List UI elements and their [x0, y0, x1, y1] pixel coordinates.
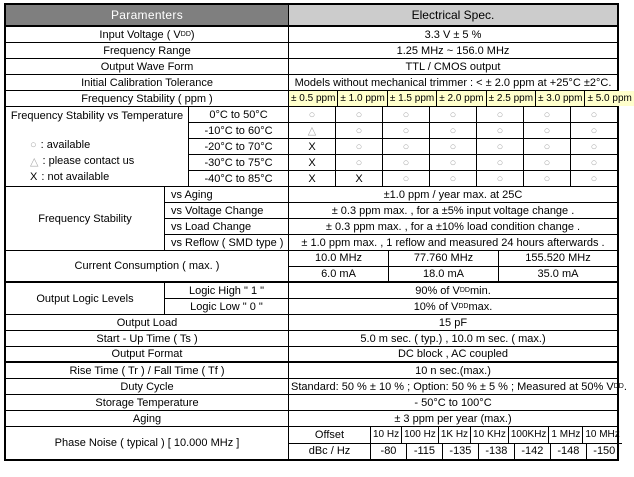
dbc-hz-label: dBc / Hz	[289, 444, 371, 460]
availability-cell: ○	[430, 171, 477, 186]
ppm-column-header: ± 2.5 ppm	[487, 91, 536, 106]
availability-cell: ○	[590, 172, 598, 185]
offset-frequency: 100 Hz	[402, 427, 439, 443]
label-text: )	[190, 28, 195, 41]
row-frequency-range	[6, 43, 617, 59]
output-load-label: Output Load	[6, 315, 289, 330]
current-cell: 18.0 mA	[389, 267, 499, 282]
temperature-range: -40°C to 85°C	[189, 171, 289, 186]
availability-cell: ○	[477, 155, 524, 170]
legend-label: : available	[40, 139, 91, 151]
temperature-row	[189, 107, 617, 123]
offset-frequency: 10 KHz	[471, 427, 509, 443]
availability-cell: ○	[524, 155, 571, 170]
availability-cell: X	[289, 171, 336, 186]
value-text: 10% of V	[413, 300, 459, 313]
row-startup-time	[6, 331, 617, 347]
phase-noise-value: -142	[515, 444, 551, 460]
availability-cell: ○	[383, 107, 430, 122]
phase-noise-rows	[289, 427, 622, 459]
availability-cell: X	[336, 171, 383, 186]
availability-cell: ○	[590, 140, 598, 153]
stability-sub-value: ± 0.3 ppm max. , for a ±5% input voltage change .	[331, 204, 575, 217]
offset-frequency: 10 Hz	[371, 427, 402, 443]
frequency-stability-label-cell: Frequency Stability	[6, 187, 165, 250]
legend-not-available	[30, 169, 188, 185]
value-text: .	[623, 380, 627, 393]
output-logic-label-cell: Output Logic Levels	[6, 283, 165, 314]
rise-fall-time-value: 10 n sec.(max.)	[415, 364, 491, 377]
offset-frequency: 100KHz	[509, 427, 550, 443]
stability-detail-row	[165, 187, 617, 203]
frequency-cell: 155.520 MHz	[525, 252, 591, 265]
output-wave-form-value: TTL / CMOS output	[405, 60, 501, 73]
current-consumption-label-cell: Current Consumption ( max. )	[6, 251, 289, 281]
input-voltage-label: Input Voltage ( V DD )	[6, 27, 289, 42]
frequency-cell: 10.0 MHz	[289, 251, 389, 266]
frequency-stability-rows	[165, 187, 617, 250]
availability-cell: X	[289, 155, 336, 170]
availability-cell: ○	[590, 108, 598, 121]
row-initial-calibration	[6, 75, 617, 91]
availability-legend	[6, 137, 188, 186]
availability-cell: ○	[336, 107, 383, 122]
output-wave-form-label: Output Wave Form	[6, 59, 289, 74]
ppm-column-header: ± 2.0 ppm	[437, 91, 486, 106]
availability-cell: ○	[590, 124, 598, 137]
availability-cell: ○	[524, 139, 571, 154]
section-output-logic-levels	[6, 283, 617, 315]
row-rise-fall-time	[6, 363, 617, 379]
frequency-cell: 77.760 MHz	[389, 251, 499, 266]
label-text: Input Voltage ( V	[99, 28, 181, 41]
availability-cell: ○	[336, 123, 383, 138]
availability-cell: ○	[477, 139, 524, 154]
stability-sub-label: vs Load Change	[165, 219, 289, 234]
temperature-row	[189, 123, 617, 139]
availability-cell: ○	[430, 107, 477, 122]
temperature-row	[189, 171, 617, 186]
header-electrical-spec-cell: Electrical Spec.	[289, 5, 617, 25]
temperature-range: -30°C to 75°C	[189, 155, 289, 170]
stability-sub-label: vs Reflow ( SMD type )	[165, 235, 289, 250]
availability-cell: ○	[477, 123, 524, 138]
availability-cell: ○	[383, 171, 430, 186]
availability-cell: ○	[524, 107, 571, 122]
header-parameters-cell: Paramenters	[6, 5, 289, 25]
ppm-column-header: ± 3.0 ppm	[536, 91, 585, 106]
availability-cell: ○	[524, 123, 571, 138]
rise-fall-time-label: Rise Time ( Tr ) / Fall Time ( Tf )	[6, 363, 289, 378]
frequency-range-label: Frequency Range	[6, 43, 289, 58]
storage-temperature-value: - 50°C to 100°C	[414, 396, 492, 409]
phase-noise-value: -115	[407, 444, 443, 460]
ppm-column-header: ± 1.0 ppm	[338, 91, 387, 106]
stability-sub-value: ± 1.0 ppm max. , 1 reflow and measured 24 hours afterwards .	[301, 236, 605, 249]
phase-noise-value: -150	[593, 445, 616, 458]
row-output-load	[6, 315, 617, 331]
ppm-column-header: ± 1.5 ppm	[388, 91, 437, 106]
row-output-format	[6, 347, 617, 363]
section-frequency-stability	[6, 187, 617, 251]
electrical-spec-table	[4, 3, 632, 461]
availability-cell: ○	[430, 123, 477, 138]
logic-high-row	[165, 283, 617, 299]
startup-time-value: 5.0 m sec. ( typ.) , 10.0 m sec. ( max.)	[360, 332, 546, 345]
stability-detail-row	[165, 219, 617, 235]
output-logic-rows	[165, 283, 617, 314]
temperature-rows	[189, 107, 617, 186]
temperature-row	[189, 155, 617, 171]
stability-sub-label: vs Aging	[165, 187, 289, 202]
stability-sub-label: vs Voltage Change	[165, 203, 289, 218]
stability-sub-value: ± 0.3 ppm max. , for a ±10% load condition change .	[325, 220, 581, 233]
current-cell: 6.0 mA	[289, 267, 389, 282]
duty-cycle-label: Duty Cycle	[6, 379, 289, 394]
output-load-value: 15 pF	[438, 316, 468, 329]
offset-frequency: 10 MHz	[585, 429, 620, 441]
current-cell: 35.0 mA	[537, 267, 579, 280]
temperature-row	[189, 139, 617, 155]
frequency-range-value: 1.25 MHz ~ 156.0 MHz	[396, 44, 510, 57]
value-text: Standard: 50 % ± 10 % ; Option: 50 % ± 5 % ; Measured at 50% V	[291, 380, 614, 393]
section-phase-noise	[6, 427, 620, 459]
input-voltage-value: 3.3 V ± 5 %	[424, 28, 482, 41]
offset-frequency: 1K Hz	[439, 427, 471, 443]
row-input-voltage	[6, 27, 617, 43]
phase-noise-value-row	[289, 444, 622, 460]
row-aging	[6, 411, 617, 427]
legend-label: : please contact us	[42, 155, 135, 167]
initial-calibration-label: Initial Calibration Tolerance	[6, 75, 289, 90]
availability-cell: ○	[289, 107, 336, 122]
row-output-wave-form	[6, 59, 617, 75]
phase-noise-value: -135	[443, 444, 479, 460]
legend-label: : not available	[41, 171, 110, 183]
value-text: min.	[469, 284, 491, 297]
x-not-available-icon: X	[30, 171, 38, 183]
stability-detail-row	[165, 235, 617, 250]
value-text: max.	[468, 300, 493, 313]
availability-cell: ○	[383, 123, 430, 138]
legend-contact-us	[30, 153, 188, 169]
availability-cell: X	[289, 139, 336, 154]
availability-cell: ○	[336, 155, 383, 170]
stability-sub-value: ±1.0 ppm / year max. at 25C	[383, 188, 523, 201]
availability-cell: ○	[383, 155, 430, 170]
triangle-contact-icon: △	[30, 155, 39, 168]
phase-noise-value: -138	[479, 444, 515, 460]
temperature-range: -20°C to 70°C	[189, 139, 289, 154]
availability-cell: ○	[524, 171, 571, 186]
value-text: 90% of V	[415, 284, 460, 297]
phase-noise-offset-row	[289, 427, 622, 444]
row-storage-temperature	[6, 395, 617, 411]
availability-cell: ○	[336, 139, 383, 154]
phase-noise-value: -148	[551, 444, 587, 460]
availability-cell: ○	[590, 156, 598, 169]
offset-header: Offset	[289, 427, 371, 443]
availability-cell: ○	[477, 171, 524, 186]
output-format-label: Output Format	[6, 347, 289, 361]
row-frequency-stability-ppm	[6, 91, 632, 107]
output-format-value: DC block , AC coupled	[397, 348, 509, 360]
row-duty-cycle	[6, 379, 627, 395]
frequency-stability-ppm-label: Frequency Stability ( ppm )	[6, 91, 289, 106]
logic-low-value: 10% of V DD max.	[413, 300, 493, 313]
temperature-range: 0°C to 50°C	[189, 107, 289, 122]
section-stability-vs-temperature	[6, 107, 617, 187]
availability-cell: ○	[430, 155, 477, 170]
logic-low-label: Logic Low " 0 "	[165, 299, 289, 314]
temperature-range: -10°C to 60°C	[189, 123, 289, 138]
startup-time-label: Start - Up Time ( Ts )	[6, 331, 289, 346]
legend-available	[30, 137, 188, 153]
logic-low-row	[165, 299, 617, 314]
availability-cell: ○	[430, 139, 477, 154]
current-consumption-values	[289, 267, 617, 282]
initial-calibration-value: Models without mechanical trimmer : < ± 2.0 ppm at +25°C ±2°C.	[294, 76, 612, 89]
aging-label: Aging	[6, 411, 289, 426]
stability-vs-temperature-title: Frequency Stability vs Temperature	[10, 109, 184, 122]
circle-available-icon: ○	[30, 139, 37, 151]
storage-temperature-label: Storage Temperature	[6, 395, 289, 410]
offset-frequency: 1 MHz	[549, 427, 583, 443]
availability-cell: ○	[383, 139, 430, 154]
ppm-column-header: ± 0.5 ppm	[289, 91, 338, 106]
phase-noise-value: -80	[371, 444, 407, 460]
aging-value: ± 3 ppm per year (max.)	[394, 412, 512, 425]
current-consumption-rows	[289, 251, 617, 281]
stability-detail-row	[165, 203, 617, 219]
availability-cell: △	[289, 123, 336, 138]
availability-cell: ○	[477, 107, 524, 122]
logic-high-label: Logic High " 1 "	[165, 283, 289, 298]
phase-noise-label-cell: Phase Noise ( typical ) [ 10.000 MHz ]	[6, 427, 289, 459]
table-header-row	[6, 5, 617, 27]
current-consumption-frequencies	[289, 251, 617, 267]
logic-high-value: 90% of V DD min.	[415, 284, 491, 297]
stability-vs-temperature-label-cell	[6, 107, 189, 186]
section-current-consumption	[6, 251, 617, 283]
duty-cycle-value: Standard: 50 % ± 10 % ; Option: 50 % ± 5 % ; Measured at 50% V DD .	[291, 380, 627, 393]
ppm-column-header: ± 5.0 ppm	[587, 93, 632, 104]
